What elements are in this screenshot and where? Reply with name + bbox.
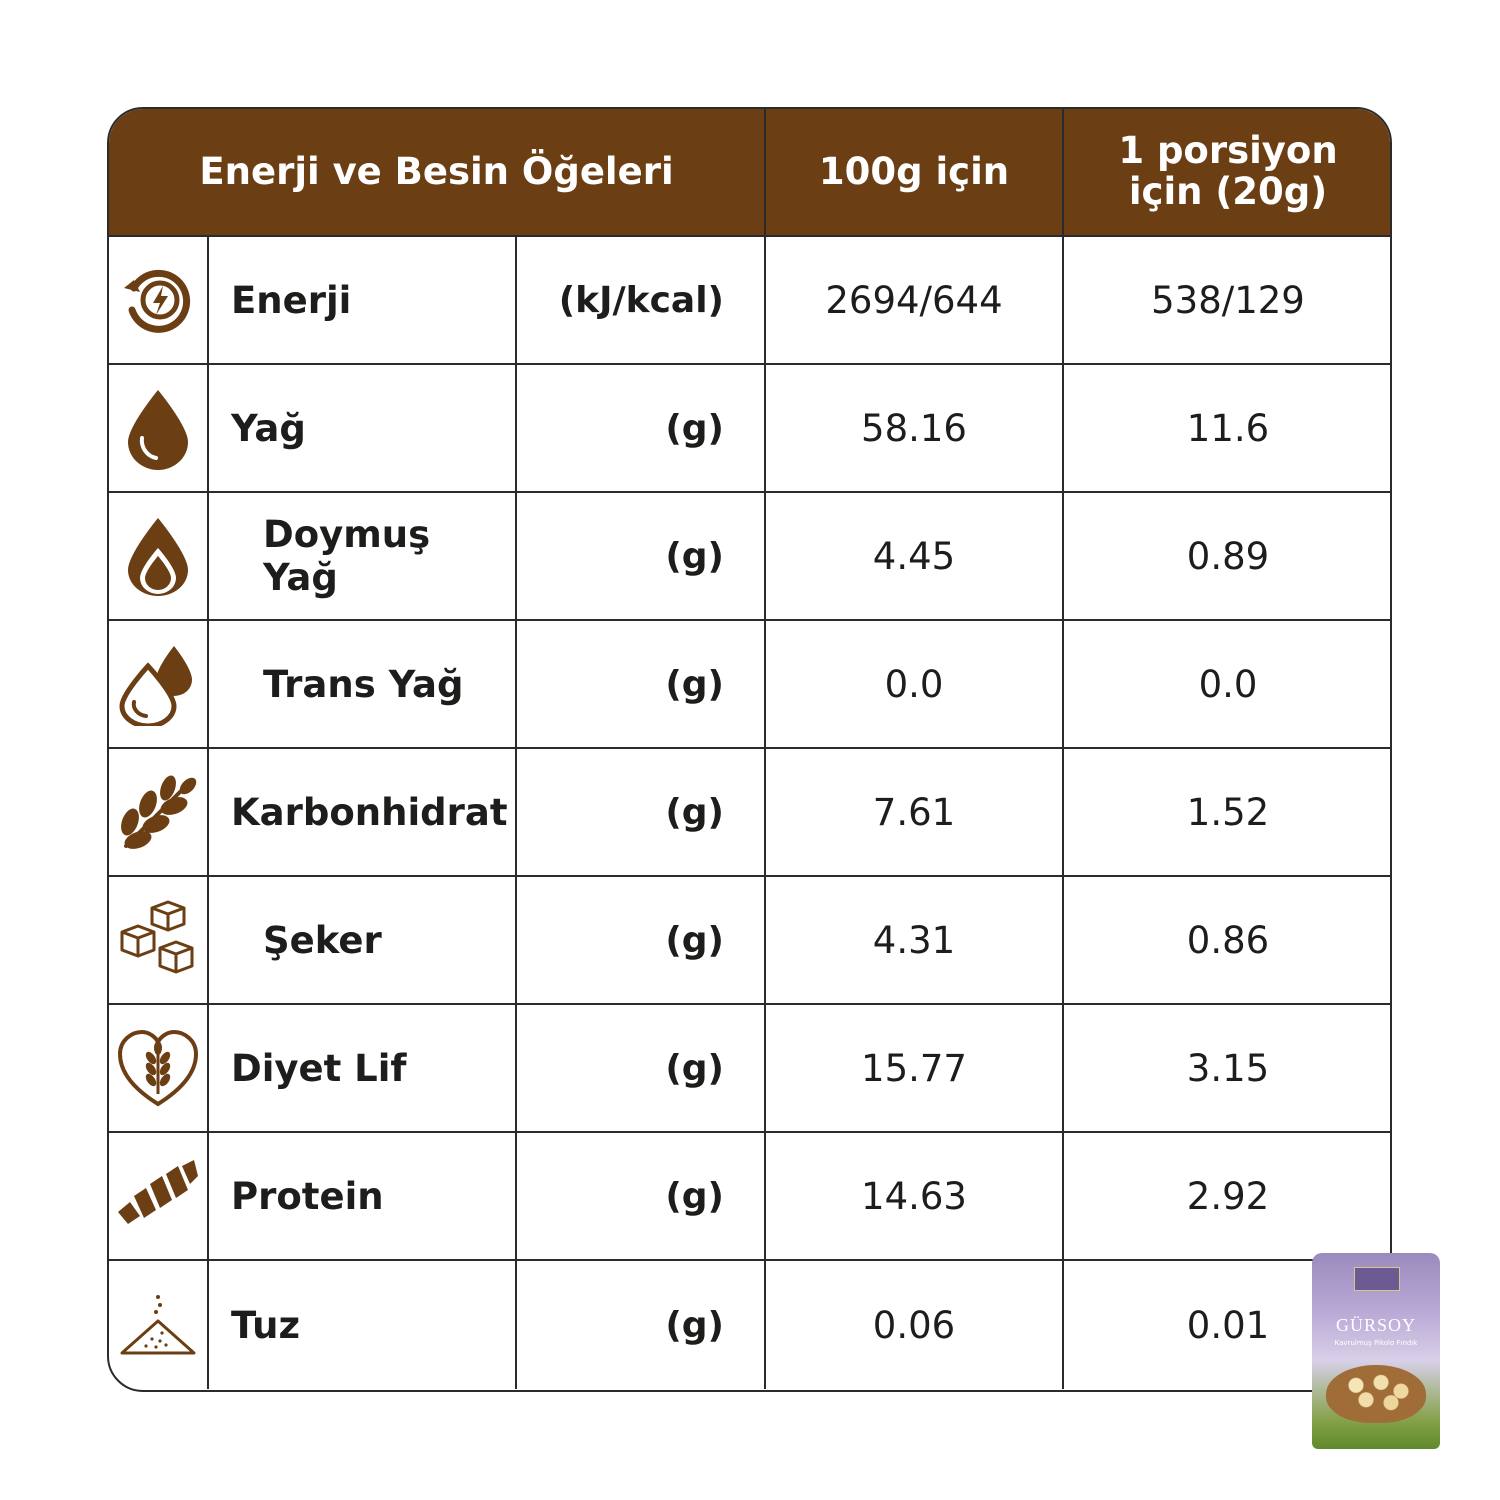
- table-header: [109, 109, 1390, 237]
- nutrient-unit: (g): [517, 1005, 766, 1131]
- hazelnut-bowl: [1326, 1365, 1426, 1423]
- value-per-100g: 15.77: [766, 1005, 1064, 1131]
- nutrient-unit: (g): [517, 1133, 766, 1259]
- fiber-heart-icon: [109, 1005, 209, 1131]
- nutrient-name: Enerji: [209, 237, 517, 363]
- table-row: [109, 1133, 1390, 1261]
- nutrient-name: Protein: [209, 1133, 517, 1259]
- brand-seal: [1354, 1267, 1400, 1291]
- nutrient-unit: (kJ/kcal): [517, 237, 766, 363]
- value-per-100g: 4.31: [766, 877, 1064, 1003]
- salt-icon: [109, 1261, 209, 1389]
- value-per-portion: 2.92: [1186, 1174, 1270, 1218]
- wheat-icon: [109, 749, 209, 875]
- value-per-100g: 14.63: [766, 1133, 1064, 1259]
- table-row: [109, 237, 1390, 365]
- product-subtitle: Kavrulmuş Pikolo Fındık: [1334, 1339, 1418, 1347]
- table-row: [109, 1005, 1390, 1133]
- header-per-portion: 1 porsiyon için (20g): [1118, 129, 1338, 213]
- product-brand: GÜRSOY: [1335, 1315, 1416, 1335]
- nutrient-unit: (g): [517, 493, 766, 619]
- nutrient-unit: (g): [517, 365, 766, 491]
- value-per-portion: 0.0: [1198, 662, 1258, 706]
- value-per-portion: 538/129: [1151, 278, 1305, 322]
- value-per-100g: 4.45: [766, 493, 1064, 619]
- nutrient-name: Doymuş Yağ: [209, 493, 517, 619]
- saturated-fat-icon: [109, 493, 209, 619]
- nutrient-name: Trans Yağ: [209, 621, 517, 747]
- trans-fat-icon: [109, 621, 209, 747]
- value-per-portion: 0.01: [1186, 1303, 1270, 1347]
- sugar-cubes-icon: [109, 877, 209, 1003]
- table-row: [109, 493, 1390, 621]
- value-per-100g: 7.61: [766, 749, 1064, 875]
- nutrient-unit: (g): [517, 749, 766, 875]
- value-per-portion: 0.86: [1186, 918, 1270, 962]
- nutrient-name: Yağ: [209, 365, 517, 491]
- protein-icon: [109, 1133, 209, 1259]
- value-per-100g: 2694/644: [766, 237, 1064, 363]
- oil-drop-icon: [109, 365, 209, 491]
- value-per-portion: 1.52: [1186, 790, 1270, 834]
- table-row: [109, 365, 1390, 493]
- nutrient-name: Karbonhidrat: [209, 749, 517, 875]
- nutrient-unit: (g): [517, 877, 766, 1003]
- nutrient-name: Diyet Lif: [209, 1005, 517, 1131]
- nutrient-name: Şeker: [209, 877, 517, 1003]
- table-row: [109, 621, 1390, 749]
- product-package-image: [1312, 1253, 1440, 1449]
- nutrient-name: Tuz: [209, 1261, 517, 1389]
- nutrient-unit: (g): [517, 621, 766, 747]
- energy-icon: [109, 237, 209, 363]
- table-row: [109, 749, 1390, 877]
- table-row: [109, 1261, 1390, 1389]
- value-per-100g: 0.0: [766, 621, 1064, 747]
- value-per-portion: 3.15: [1186, 1046, 1270, 1090]
- nutrient-unit: (g): [517, 1261, 766, 1389]
- header-nutrients: Enerji ve Besin Öğeleri: [109, 109, 766, 235]
- value-per-100g: 58.16: [766, 365, 1064, 491]
- value-per-portion: 11.6: [1186, 406, 1270, 450]
- value-per-100g: 0.06: [766, 1261, 1064, 1389]
- nutrition-table: [107, 107, 1392, 1392]
- value-per-portion: 0.89: [1186, 534, 1270, 578]
- table-row: [109, 877, 1390, 1005]
- header-per-100g: 100g için: [766, 109, 1064, 235]
